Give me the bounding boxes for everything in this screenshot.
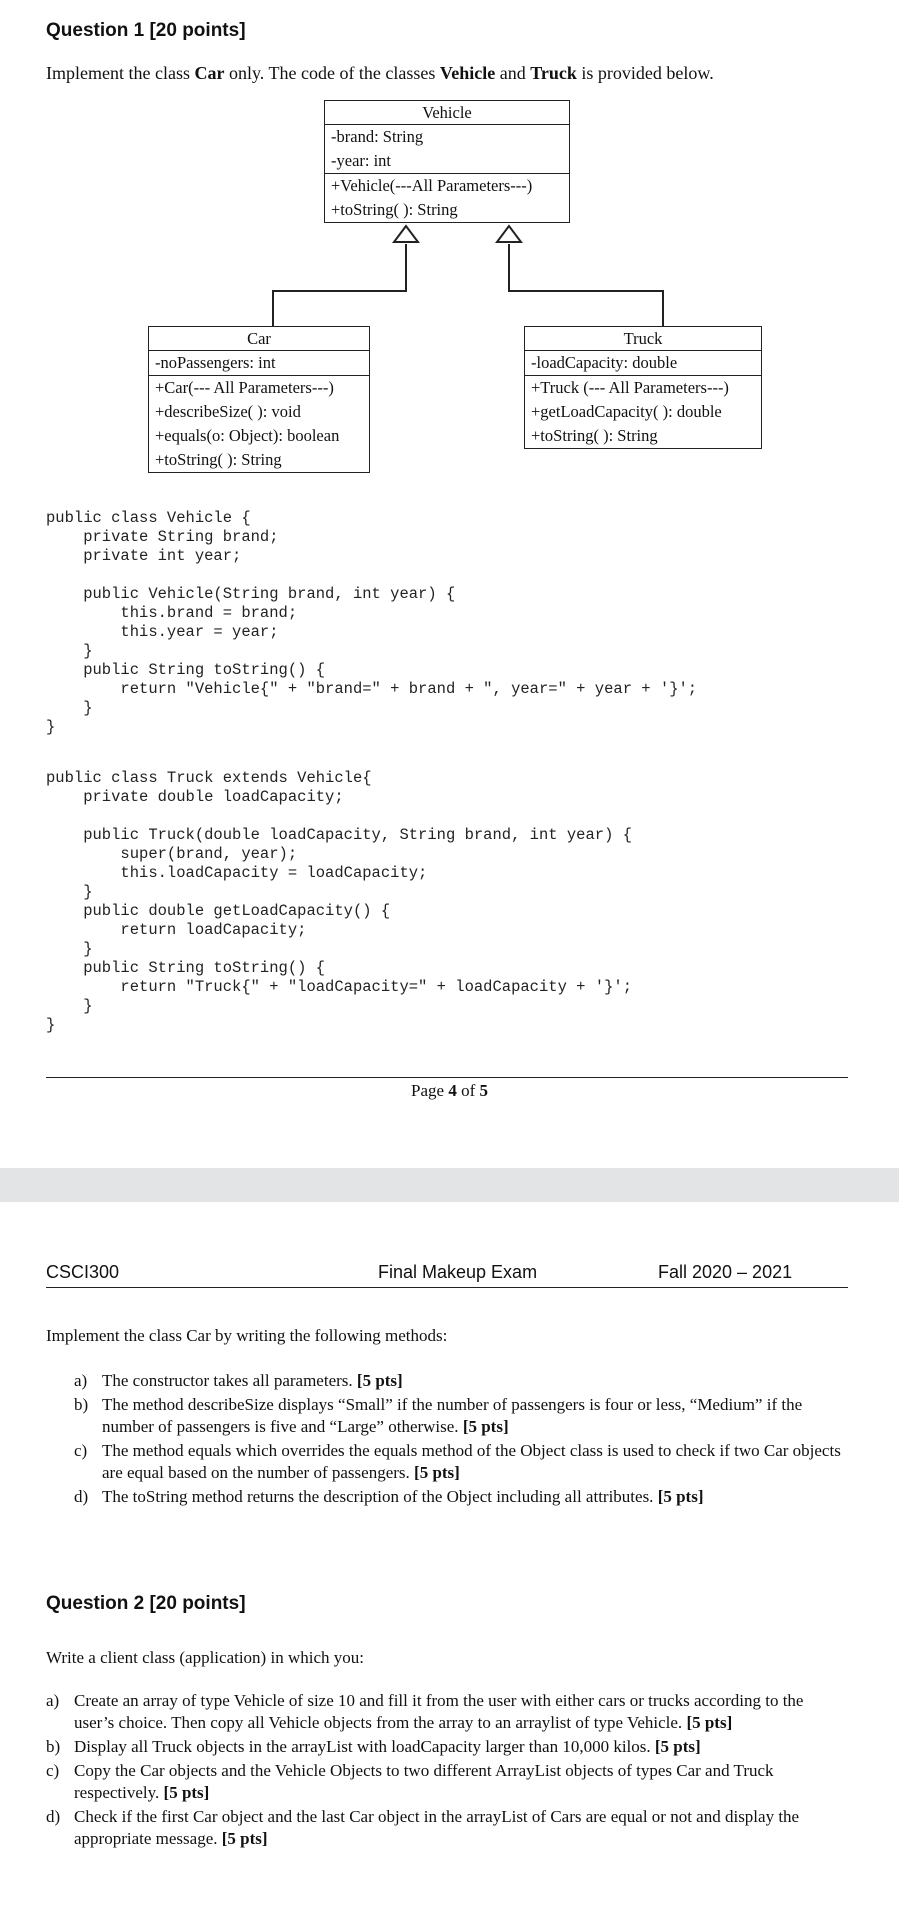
uml-attribute: -noPassengers: int	[155, 353, 276, 372]
uml-method: +getLoadCapacity( ): double	[531, 402, 722, 421]
uml-class-truck	[524, 326, 762, 449]
intro-class-car: Car	[194, 63, 225, 83]
task-text: The toString method returns the description of the Object including all attributes.	[102, 1487, 658, 1506]
uml-attribute: -loadCapacity: double	[531, 353, 678, 372]
task-points: [5 pts]	[163, 1783, 210, 1802]
task-marker: b)	[74, 1395, 89, 1414]
exam-title: Final Makeup Exam	[378, 1262, 538, 1282]
question-2-task-list	[46, 1690, 846, 1852]
task-item	[46, 1806, 846, 1850]
task-points: [5 pts]	[657, 1487, 704, 1506]
uml-class-name: Truck	[525, 327, 761, 351]
uml-class-car	[148, 326, 370, 473]
uml-attribute: -year: int	[331, 151, 392, 170]
task-item	[74, 1440, 854, 1484]
uml-class-name: Vehicle	[325, 101, 569, 125]
task-text: Create an array of type Vehicle of size 10 and fill it from the user with either cars or trucks according to the user’s choice. Then copy all Vehicle objects from the array to an arraylist of type Vehicle.	[74, 1691, 804, 1732]
car-inheritance-line	[273, 244, 406, 327]
uml-method: +Car(--- All Parameters---)	[155, 378, 334, 397]
question-2-title: Question 2 [20 points]	[46, 1593, 246, 1614]
intro-class-truck: Truck	[530, 63, 577, 83]
intro-class-vehicle: Vehicle	[439, 63, 496, 83]
uml-attributes	[325, 125, 569, 174]
page-total: 5	[479, 1081, 488, 1100]
uml-method: +toString( ): String	[155, 450, 282, 469]
uml-methods	[149, 376, 369, 472]
task-marker: c)	[74, 1441, 88, 1460]
question-1-title: Question 1 [20 points]	[46, 20, 246, 41]
task-marker: b)	[46, 1737, 61, 1756]
intro-text: Implement the class	[46, 63, 195, 83]
footer-rule	[46, 1077, 848, 1078]
uml-method: +equals(o: Object): boolean	[155, 426, 340, 445]
uml-class-name: Car	[149, 327, 369, 351]
implement-task-list	[74, 1370, 854, 1510]
uml-method: +toString( ): String	[331, 200, 458, 219]
header-rule	[46, 1287, 848, 1288]
uml-method: +Vehicle(---All Parameters---)	[331, 176, 533, 195]
task-points: [5 pts]	[686, 1713, 733, 1732]
uml-method: +describeSize( ): void	[155, 402, 301, 421]
task-marker: d)	[74, 1487, 89, 1506]
vehicle-code-listing: public class Vehicle { private String brand; private int year; public Vehicle(String brand, int year) { this.brand = brand; this.year = year; } public String toString() { return "Vehicle{" + "brand=" + brand + ", year=" + year + '}'; } }	[46, 509, 698, 736]
task-item	[74, 1486, 854, 1508]
page-number	[0, 1081, 899, 1101]
exam-term: Fall 2020 – 2021	[658, 1262, 793, 1282]
uml-class-vehicle	[324, 100, 570, 223]
task-marker: a)	[74, 1371, 88, 1390]
intro-text: and	[495, 63, 531, 83]
task-text: The method equals which overrides the equals method of the Object class is used to check if two Car objects are equal based on the number of passengers.	[102, 1441, 841, 1482]
course-code: CSCI300	[46, 1262, 120, 1282]
uml-methods	[525, 376, 761, 448]
uml-attributes	[149, 351, 369, 376]
page-separator	[0, 1168, 899, 1202]
task-points: [5 pts]	[356, 1371, 403, 1390]
intro-text: only. The code of the classes	[224, 63, 440, 83]
task-text: Copy the Car objects and the Vehicle Objects to two different ArrayList objects of types Car and Truck respectively.	[74, 1761, 774, 1802]
task-item	[46, 1736, 846, 1758]
task-marker: d)	[46, 1807, 61, 1826]
task-text: Check if the first Car object and the last Car object in the arrayList of Cars are equal or not and display the appropriate message.	[74, 1807, 800, 1848]
task-text: Display all Truck objects in the arrayList with loadCapacity larger than 10,000 kilos.	[74, 1737, 655, 1756]
truck-inheritance-arrowhead	[497, 226, 521, 242]
page-label: Page	[411, 1081, 449, 1100]
task-text: The method describeSize displays “Small” if the number of passengers is four or less, “Medium” if the number of passengers is five and “Large” otherwise.	[102, 1395, 803, 1436]
task-item	[46, 1760, 846, 1804]
task-points: [5 pts]	[221, 1829, 268, 1848]
truck-code-listing: public class Truck extends Vehicle{ private double loadCapacity; public Truck(double loadCapacity, String brand, int year) { super(brand, year); this.loadCapacity = loadCapacity; } public double getLoadCapacity() { return loadCapacity; } public String toString() { return "Truck{" + "loadCapacity=" + loadCapacity + '}'; } }	[46, 769, 632, 1034]
page-label: of	[456, 1081, 480, 1100]
task-points: [5 pts]	[414, 1463, 460, 1482]
page-current: 4	[448, 1081, 457, 1100]
intro-text: is provided below.	[576, 63, 714, 83]
uml-method: +Truck (--- All Parameters---)	[531, 378, 729, 397]
task-item	[74, 1370, 854, 1392]
uml-inheritance-arrows	[0, 0, 899, 480]
task-points: [5 pts]	[654, 1737, 701, 1756]
task-points: [5 pts]	[462, 1417, 509, 1436]
task-item	[74, 1394, 854, 1438]
uml-methods	[325, 174, 569, 222]
uml-attributes	[525, 351, 761, 376]
uml-method: +toString( ): String	[531, 426, 658, 445]
task-item	[46, 1690, 846, 1734]
car-inheritance-arrowhead	[394, 226, 418, 242]
task-marker: c)	[46, 1761, 60, 1780]
task-text: The constructor takes all parameters.	[102, 1371, 357, 1390]
question-2-intro: Write a client class (application) in which you:	[46, 1648, 364, 1667]
task-marker: a)	[46, 1691, 60, 1710]
implement-intro: Implement the class Car by writing the following methods:	[46, 1326, 448, 1345]
truck-inheritance-line	[509, 244, 663, 327]
uml-attribute: -brand: String	[331, 127, 424, 146]
